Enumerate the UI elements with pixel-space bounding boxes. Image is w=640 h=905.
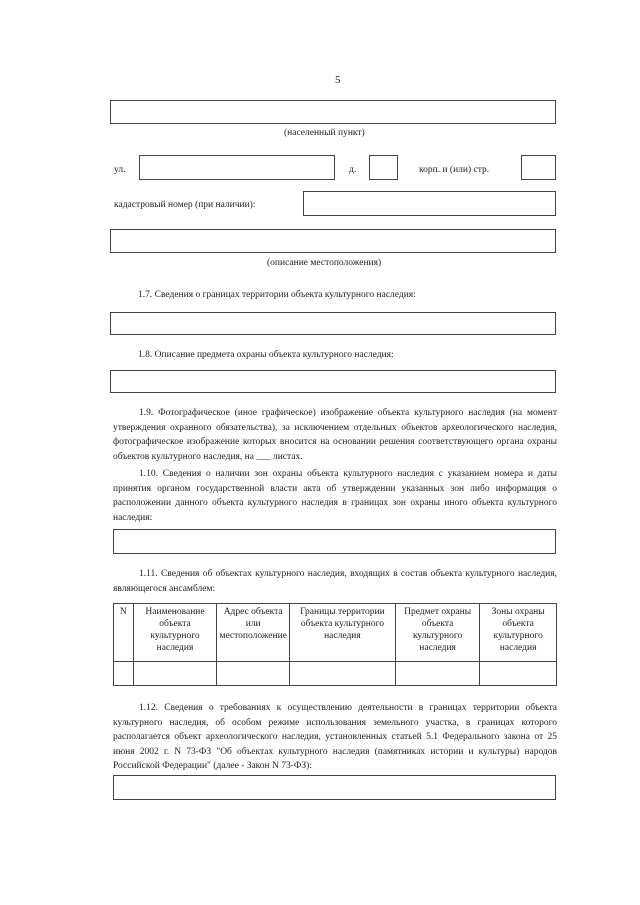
section-1-8-field[interactable] (110, 370, 556, 393)
section-1-7-heading: 1.7. Сведения о границах территории объекта культурного наследия: (138, 290, 416, 300)
locality-caption: (населенный пункт) (284, 128, 365, 138)
table-cell[interactable] (133, 662, 217, 686)
section-1-12-field[interactable] (113, 775, 556, 800)
table-cell[interactable] (395, 662, 479, 686)
table-header-cell: N (114, 604, 134, 662)
table-header-cell: Границы территории объекта культурного наследия (289, 604, 395, 662)
cadastral-field[interactable] (303, 191, 556, 216)
section-1-9-paragraph: 1.9. Фотографическое (иное графическое) изображение объекта культурного наследия (на момент утверждения охранного обязательства), за исключением отдельных объектов археологического наследия, фотографическое изображение которых вносится на основании решения соответствующего органа охраны объектов культурного наследия, на ___ листах. (113, 408, 557, 462)
section-1-7-field[interactable] (110, 312, 556, 335)
table-header-cell: Зоны охраны объекта культурного наследия (480, 604, 557, 662)
table-cell[interactable] (480, 662, 557, 686)
street-label: ул. (114, 165, 126, 175)
street-field[interactable] (139, 155, 335, 180)
page-number: 5 (335, 74, 341, 86)
locality-field[interactable] (110, 100, 556, 124)
table-header-cell: Предмет охраны объекта культурного наследия (395, 604, 479, 662)
section-1-10-paragraph: 1.10. Сведения о наличии зон охраны объекта культурного наследия с указанием номера и даты принятия органом государственной власти акта об утверждении указанных зон либо информация о расположении данного объекта культурного наследия в границах зон охраны иного объекта культурного наследия: (113, 469, 557, 523)
table-header-cell: Адрес объекта или местоположение (217, 604, 289, 662)
cadastral-label: кадастровый номер (при наличии): (114, 200, 256, 210)
section-1-12-paragraph: 1.12. Сведения о требованиях к осуществлению деятельности в границах территории объекта культурного наследия, об особом режиме использования земельного участка, в границах которого располагается объект археологического наследия, установленных статьей 5.1 Федерального закона от 25 июня 2002 г. N 73-ФЗ "Об объектах культурного наследия (памятниках истории и культуры) народов Российской Федерации" (далее - Закон N 73-ФЗ): (113, 703, 557, 771)
house-label: д. (349, 165, 357, 175)
table-cell[interactable] (289, 662, 395, 686)
location-field[interactable] (110, 229, 556, 253)
section-1-11-paragraph: 1.11. Сведения об объектах культурного наследия, входящих в состав объекта культурного наследия, являющегося ансамблем: (113, 569, 557, 594)
location-caption: (описание местоположения) (267, 258, 382, 268)
house-field[interactable] (369, 155, 398, 180)
section-1-8-heading: 1.8. Описание предмета охраны объекта культурного наследия: (138, 350, 394, 360)
ensemble-table (113, 603, 557, 686)
table-cell[interactable] (217, 662, 289, 686)
building-label: корп. и (или) стр. (419, 165, 490, 175)
section-1-10-field[interactable] (113, 529, 556, 554)
table-row (114, 662, 557, 686)
table-header-row (114, 604, 557, 662)
building-field[interactable] (521, 155, 556, 180)
table-cell[interactable] (114, 662, 134, 686)
table-header-cell: Наименование объекта культурного наследия (133, 604, 217, 662)
